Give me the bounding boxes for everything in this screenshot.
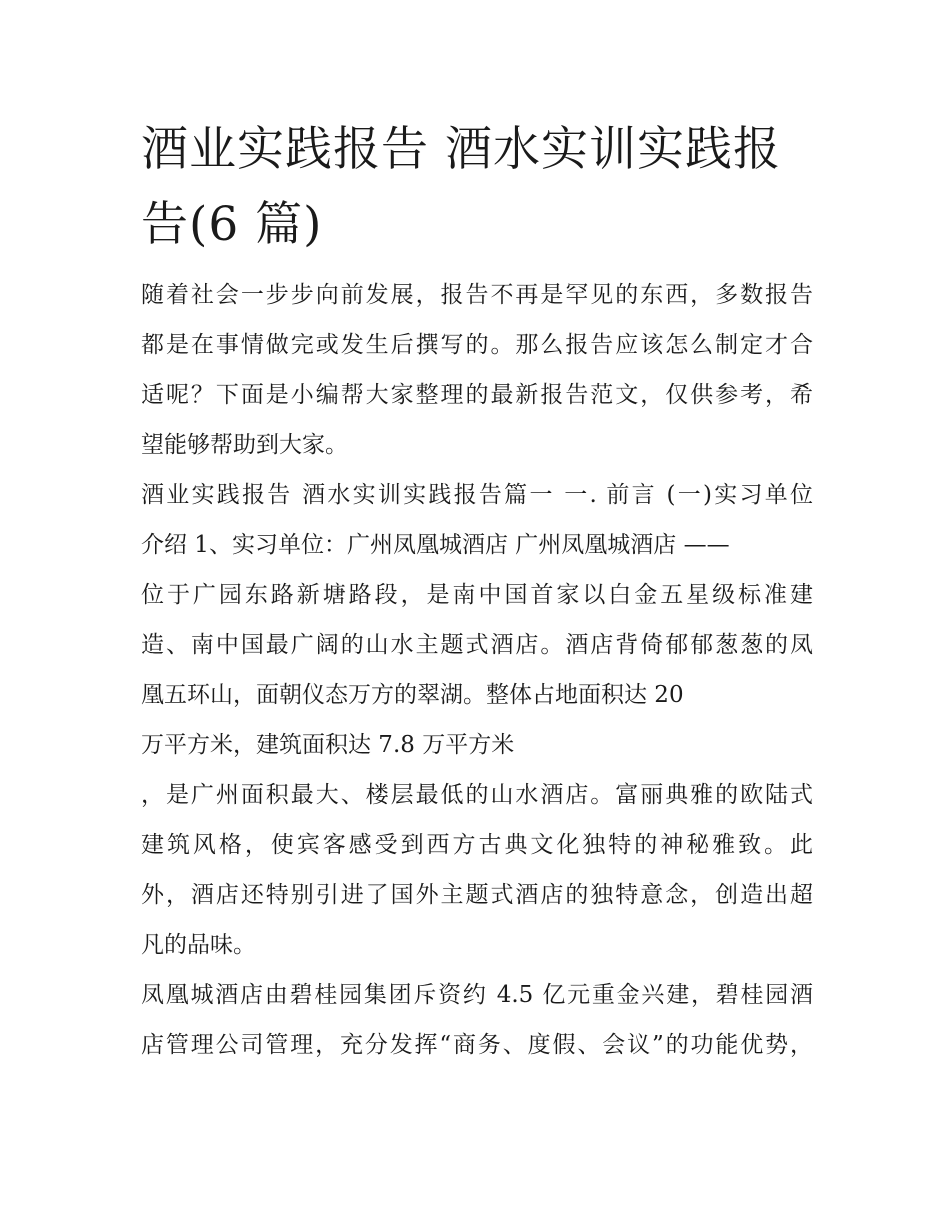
body-line: 凰五环山，面朝仪态万方的翠湖。整体占地面积达 20 bbox=[141, 682, 684, 708]
body-line: 随着社会一步步向前发展，报告不再是罕见的东西，多数报告 bbox=[141, 282, 813, 308]
document-page bbox=[141, 112, 813, 1070]
body-line: 望能够帮助到大家。 bbox=[141, 432, 348, 458]
title-line-1: 酒业实践报告 酒水实训实践报 bbox=[141, 122, 781, 177]
body-line: 建筑风格，使宾客感受到西方古典文化独特的神秘雅致。此 bbox=[141, 832, 813, 858]
body-line: 都是在事情做完或发生后撰写的。那么报告应该怎么制定才合 bbox=[141, 332, 813, 358]
body-line: 适呢？下面是小编帮大家整理的最新报告范文，仅供参考，希 bbox=[141, 382, 813, 408]
document-title bbox=[141, 112, 813, 262]
body-line: 万平方米，建筑面积达 7.8 万平方米 bbox=[141, 732, 515, 758]
body-line: ，是广州面积最大、楼层最低的山水酒店。富丽典雅的欧陆式 bbox=[141, 782, 813, 808]
body-line: 造、南中国最广阔的山水主题式酒店。酒店背倚郁郁葱葱的凤 bbox=[141, 632, 813, 658]
body-line: 店管理公司管理，充分发挥“商务、度假、会议”的功能优势， bbox=[141, 1032, 813, 1058]
body-line: 介绍 1、实习单位：广州凤凰城酒店 广州凤凰城酒店 —— bbox=[141, 532, 730, 558]
document-body bbox=[141, 270, 813, 1070]
body-line: 凤凰城酒店由碧桂园集团斥资约 4.5 亿元重金兴建，碧桂园酒 bbox=[141, 982, 813, 1008]
body-line: 酒业实践报告 酒水实训实践报告篇一 一. 前言 (一)实习单位 bbox=[141, 482, 813, 508]
title-line-2: 告(6 篇) bbox=[141, 197, 323, 252]
body-line: 外，酒店还特别引进了国外主题式酒店的独特意念，创造出超 bbox=[141, 882, 813, 908]
body-line: 凡的品味。 bbox=[141, 932, 256, 958]
body-line: 位于广园东路新塘路段，是南中国首家以白金五星级标准建 bbox=[141, 582, 813, 608]
